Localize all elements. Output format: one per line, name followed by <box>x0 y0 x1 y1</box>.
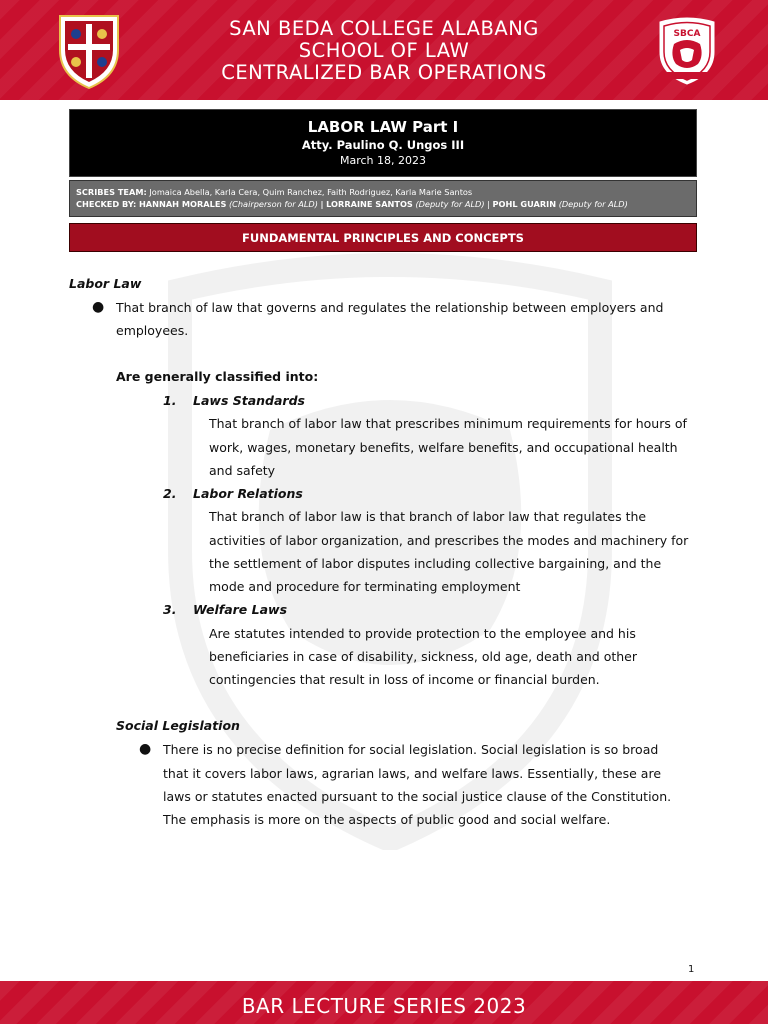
item-1-title: Laws Standards <box>193 393 305 408</box>
bullet-icon: ● <box>139 741 152 757</box>
item-3-line-1: Are statutes intended to provide protection to the employee and his <box>209 626 636 641</box>
classified-heading: Are generally classified into: <box>116 369 319 384</box>
section-title: FUNDAMENTAL PRINCIPLES AND CONCEPTS <box>242 231 524 245</box>
checker-3-role: (Deputy for ALD) <box>558 199 628 209</box>
header-title <box>150 18 618 84</box>
item-3-line-3: contingencies that result in loss of income or financial burden. <box>209 672 600 687</box>
checker-1-role: (Chairperson for ALD) <box>228 199 318 209</box>
checker-1-name: HANNAH MORALES <box>138 199 227 209</box>
social-legislation-line-2: that it covers labor laws, agrarian laws, and welfare laws. Essentially, these are <box>163 766 662 781</box>
item-2-line-3: the settlement of labor disputes including collective bargaining, and the <box>209 556 662 571</box>
section-title-box <box>69 223 697 252</box>
item-3-number: 3. <box>163 602 177 617</box>
sbca-lion-logo <box>654 14 720 88</box>
social-legislation-line-3: laws or statutes enacted pursuant to the social justice clause of the Constitution. <box>163 789 672 804</box>
sbca-logo-text: SBCA <box>673 29 701 39</box>
scribes-team-line <box>76 186 690 198</box>
item-1-line-3: and safety <box>209 463 276 478</box>
item-1-line-2: work, wages, monetary benefits, welfare benefits, and occupational health <box>209 440 678 455</box>
social-legislation-heading: Social Legislation <box>116 718 240 733</box>
scribes-team-members: Jomaica Abella, Karla Cera, Quim Ranchez, Faith Rodriguez, Karla Marie Santos <box>149 187 473 197</box>
checker-separator-2: | <box>487 199 490 209</box>
header-line-3: CENTRALIZED BAR OPERATIONS <box>221 61 547 84</box>
checker-2-name: LORRAINE SANTOS <box>326 199 413 209</box>
checker-separator-1: | <box>320 199 324 209</box>
item-2-title: Labor Relations <box>193 486 303 501</box>
item-2-line-2: activities of labor organization, and prescribes the modes and machinery for <box>209 533 689 548</box>
item-1-number: 1. <box>163 393 177 408</box>
lecture-title-box <box>69 109 697 177</box>
labor-law-heading: Labor Law <box>69 276 142 291</box>
checker-2-role: (Deputy for ALD) <box>415 199 485 209</box>
scribes-team-label: SCRIBES TEAM: <box>76 187 147 197</box>
item-2-number: 2. <box>163 486 177 501</box>
checker-3-name: POHL GUARIN <box>492 199 557 209</box>
footer-title: BAR LECTURE SERIES 2023 <box>241 994 527 1018</box>
item-3-line-2: beneficiaries in case of disability, sickness, old age, death and other <box>209 649 637 664</box>
san-beda-crest-logo <box>56 10 122 90</box>
checked-by-label: CHECKED BY: <box>76 199 137 209</box>
social-legislation-line-1: There is no precise definition for social legislation. Social legislation is so broad <box>163 742 659 757</box>
lecturer-name: Atty. Paulino Q. Ungos III <box>301 138 465 152</box>
item-3-title: Welfare Laws <box>193 602 288 617</box>
scribes-box <box>69 180 697 217</box>
checked-by-line <box>76 198 690 210</box>
header-line-2: SCHOOL OF LAW <box>298 39 470 62</box>
lecture-date: March 18, 2023 <box>339 154 426 167</box>
item-2-line-1: That branch of labor law is that branch of labor law that regulates the <box>209 509 647 524</box>
lecture-subject: LABOR LAW Part I <box>307 118 459 136</box>
header-line-1: SAN BEDA COLLEGE ALABANG <box>229 17 539 40</box>
item-1-line-1: That branch of labor law that prescribes minimum requirements for hours of <box>209 416 687 431</box>
labor-law-bullet-line-2: employees. <box>116 323 189 338</box>
social-legislation-line-4: The emphasis is more on the aspects of public good and social welfare. <box>163 812 611 827</box>
bullet-icon: ● <box>92 299 105 315</box>
item-2-line-4: mode and procedure for terminating employment <box>209 579 521 594</box>
labor-law-bullet-line-1: That branch of law that governs and regulates the relationship between employers and <box>116 300 664 315</box>
page-number: 1 <box>688 964 695 975</box>
